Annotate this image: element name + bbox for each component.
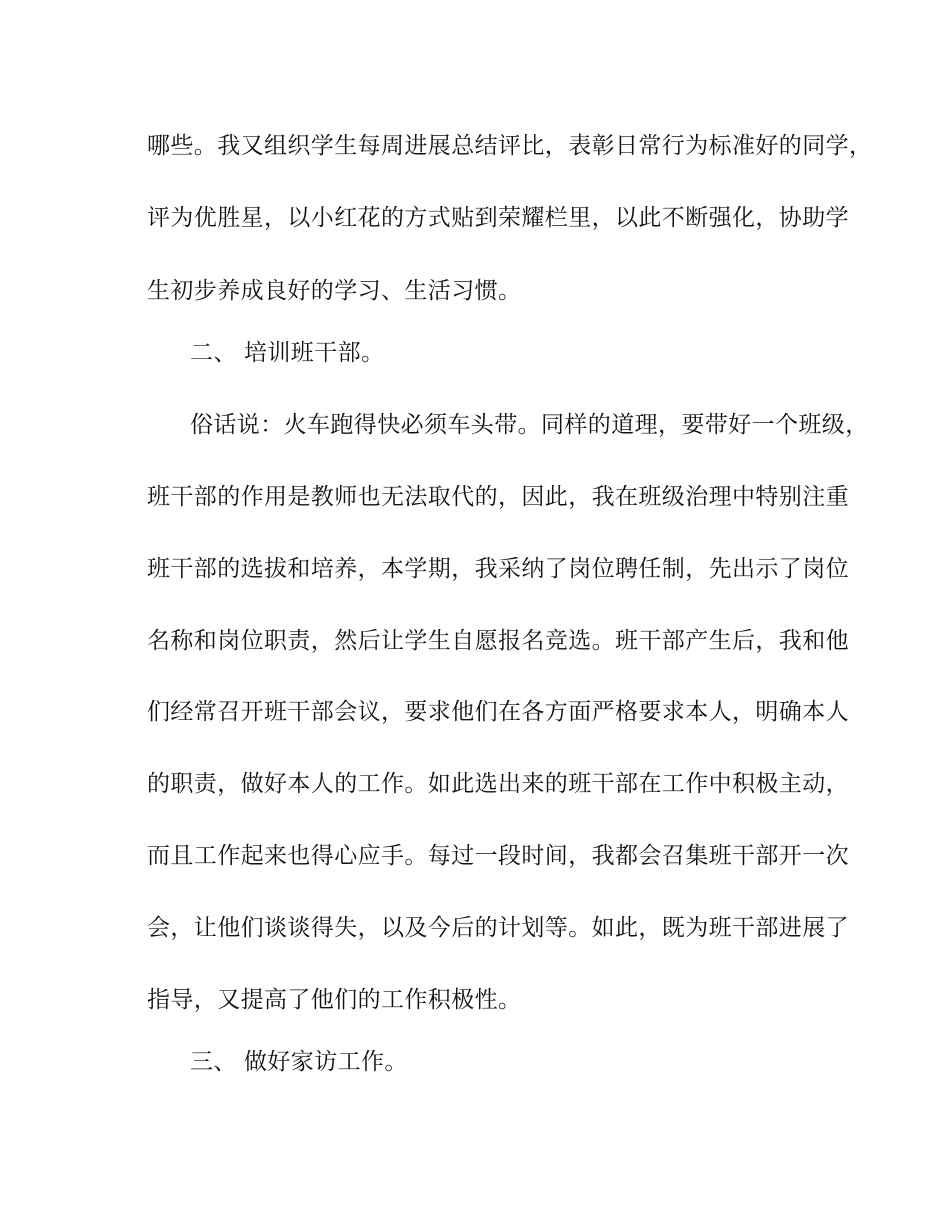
- paragraph-line: 俗话说：火车跑得快必须车头带。同样的道理，要带好一个班级，: [190, 412, 869, 438]
- section-heading-2: [190, 338, 870, 368]
- paragraph-line: 班干部的选拔和培养，本学期，我采纳了岗位聘任制，先出示了岗位: [147, 556, 849, 582]
- paragraph-line: 生初步养成良好的学习、生活习惯。: [147, 278, 522, 304]
- paragraph-line: 指导，又提高了他们的工作积极性。: [147, 987, 522, 1013]
- section-title: 做好家访工作。: [244, 1049, 408, 1075]
- section-number: 三、: [190, 1049, 237, 1075]
- paragraph-line: 班干部的作用是教师也无法取代的，因此，我在班级治理中特别注重: [147, 484, 849, 510]
- paragraph-line: 名称和岗位职责，然后让学生自愿报名竞选。班干部产生后，我和他: [147, 628, 849, 654]
- paragraph-line: 会，让他们谈谈得失，以及今后的计划等。如此，既为班干部进展了: [147, 915, 849, 941]
- paragraph-line: 哪些。我又组织学生每周进展总结评比，表彰日常行为标准好的同学，: [147, 133, 873, 159]
- paragraph-line: 的职责，做好本人的工作。如此选出来的班干部在工作中积极主动，: [147, 771, 849, 797]
- section-heading-3: [190, 1047, 870, 1077]
- paragraph-line: 们经常召开班干部会议，要求他们在各方面严格要求本人，明确本人: [147, 699, 849, 725]
- paragraph-line: 评为优胜星，以小红花的方式贴到荣耀栏里，以此不断强化，协助学: [147, 205, 849, 231]
- section-title: 培训班干部。: [244, 340, 385, 366]
- paragraph-line: 而且工作起来也得心应手。每过一段时间，我都会召集班干部开一次: [147, 843, 849, 869]
- section-number: 二、: [190, 340, 237, 366]
